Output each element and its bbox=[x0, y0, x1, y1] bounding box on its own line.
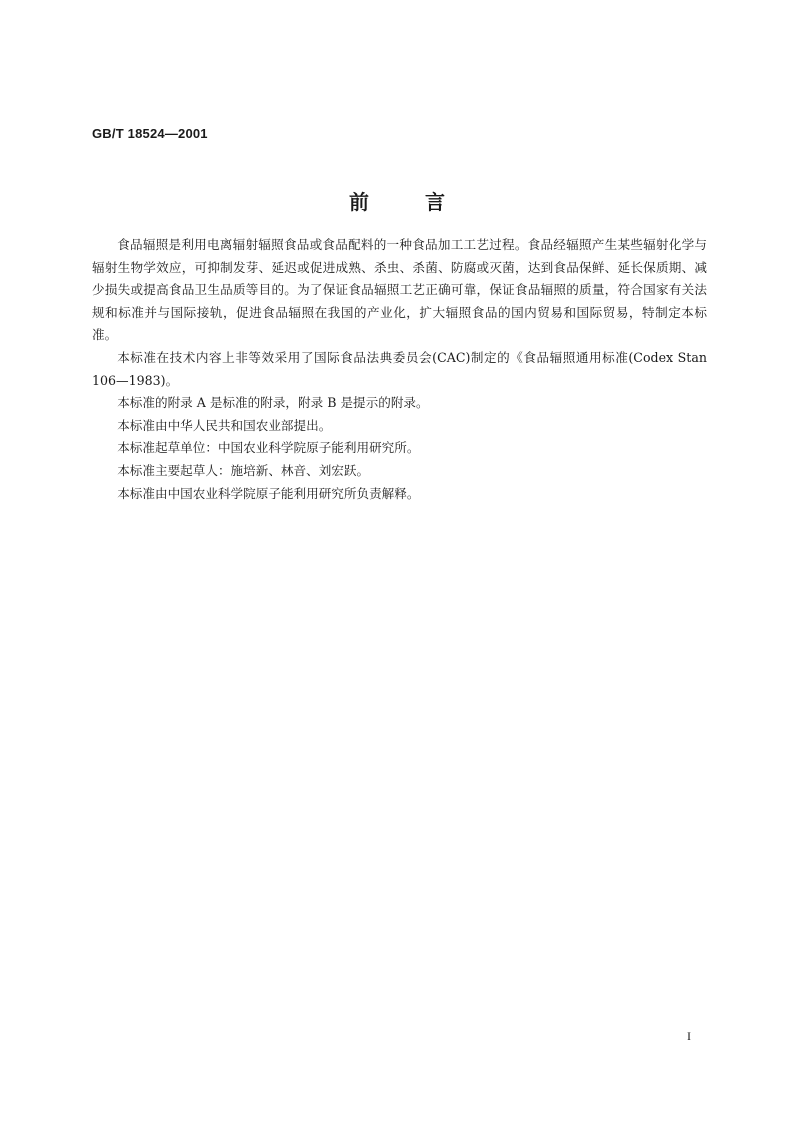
paragraph-interpretation: 本标准由中国农业科学院原子能利用研究所负责解释。 bbox=[117, 485, 420, 501]
paragraph-adoption: 本标准在技术内容上非等效采用了国际食品法典委员会(CAC)制定的《食品辐照通用标准(Codex Stan 106—1983)。 bbox=[92, 349, 707, 388]
foreword-body bbox=[92, 234, 707, 505]
paragraph-drafting-unit: 本标准起草单位：中国农业科学院原子能利用研究所。 bbox=[117, 440, 420, 456]
paragraph-drafters: 本标准主要起草人：施培新、林音、刘宏跃。 bbox=[117, 462, 370, 478]
page-number: I bbox=[687, 1029, 691, 1043]
section-title: 前言 bbox=[349, 190, 501, 214]
paragraph-intro: 食品辐照是利用电离辐射辐照食品或食品配料的一种食品加工工艺过程。食品经辐照产生某些辐射化学与辐射生物学效应，可抑制发芽、延迟或促进成熟、杀虫、杀菌、防腐或灭菌，达到食品保鲜、延长保质期、减少损失或提高食品卫生品质等目的。为了保证食品辐照工艺正确可靠，保证食品辐照的质量，符合国家有关法规和标准并与国际接轨，促进食品辐照在我国的产业化，扩大辐照食品的国内贸易和国际贸易，特制定本标准。 bbox=[92, 237, 707, 343]
paragraph-annexes: 本标准的附录 A 是标准的附录，附录 B 是提示的附录。 bbox=[117, 395, 429, 411]
paragraph-proposer: 本标准由中华人民共和国农业部提出。 bbox=[117, 417, 332, 433]
standard-code: GB/T 18524—2001 bbox=[92, 126, 208, 141]
